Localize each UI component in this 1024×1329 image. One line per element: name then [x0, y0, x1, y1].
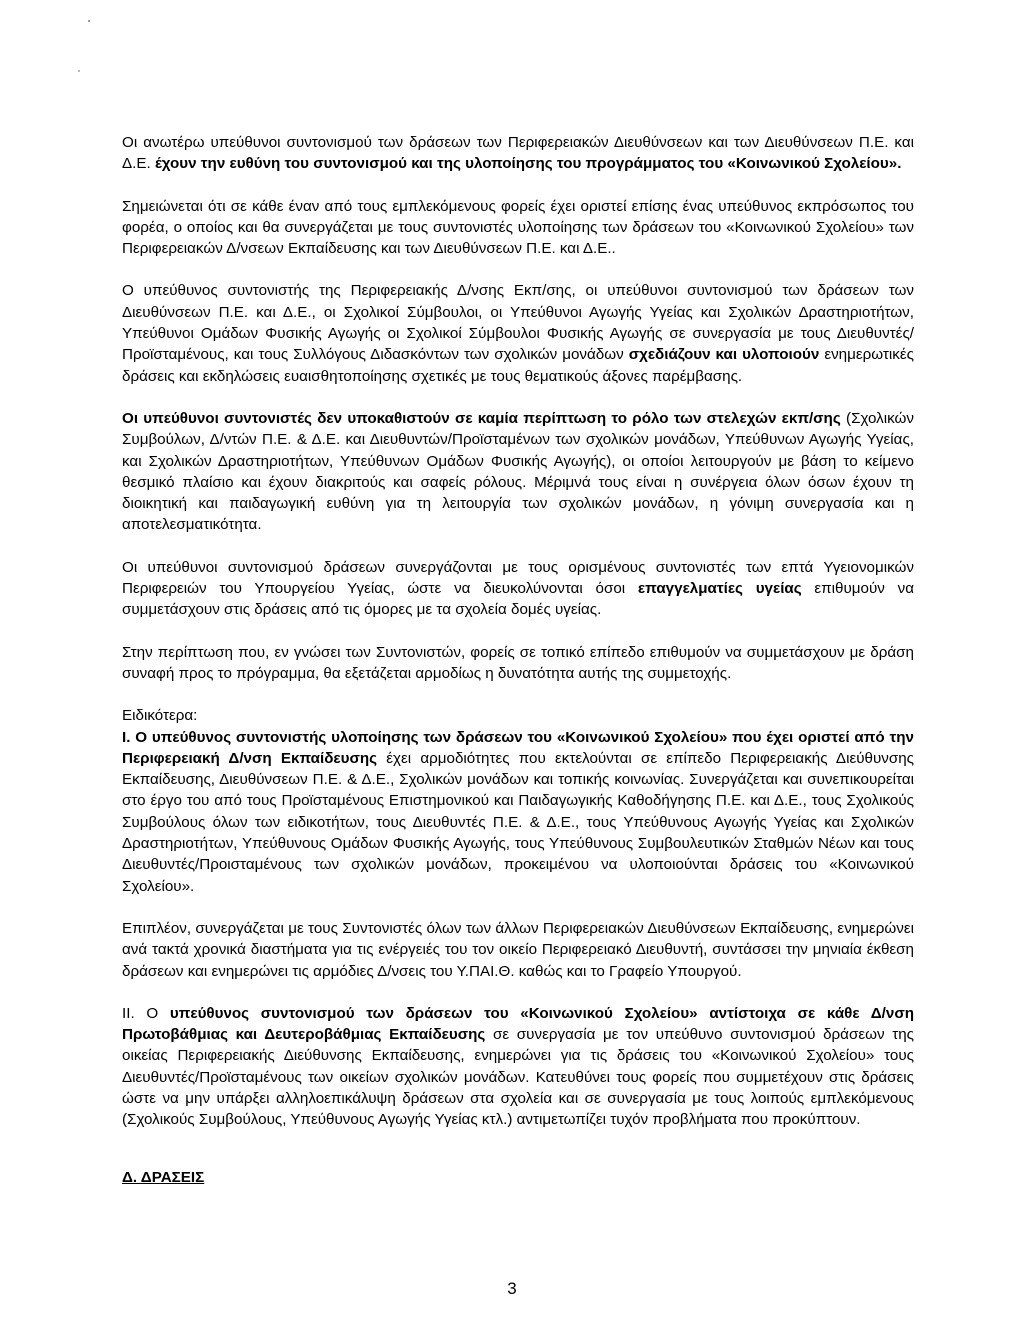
page-number: 3: [507, 1279, 517, 1298]
bold-text: σχεδιάζουν και υλοποιούν: [628, 346, 820, 364]
text: έχει αρμοδιότητες που εκτελούνται σε επίπεδο Περιφερειακής Διεύθυνσης Εκπαίδευσης, Διευθύνσεων Π.Ε. & Δ.Ε., Σχολικών μονάδων και τοπικής κοινωνίας. Συνεργάζεται και συνεπικουρείται στο έργο του από τους Προϊσταμένους Επιστημονικού και Παιδαγωγικής Καθοδήγησης Π.Ε. και Δ.Ε., τους Σχολικούς Συμβούλους όλων των ειδικοτήτων, τους Διευθυντές Π.Ε. & Δ.Ε., τους Υπεύθυνους Αγωγής Υγείας και Σχολικών Δραστηριοτήτων, Υπεύθυνους Ομάδων Φυσικής Αγωγής, τους Υπεύθυνους Συμβουλευτικών Σταθμών Νέων και τους Διευθυντές/Προισταμένους των σχολικών μονάδων, προκειμένου να υλοποιούνται δράσεις του «Κοινωνικού Σχολείου».: [122, 749, 915, 895]
text: Οι υπεύθυνοι συντονισμού δράσεων συνεργάζονται με τους ορισμένους συντονιστές των επτά Υγειονομικών Περιφερειών του Υπουργείου Υγείας, ώστε να διευκολύνονται όσοι: [122, 558, 914, 598]
scan-speck: [88, 20, 90, 22]
text: II. Ο: [122, 1004, 170, 1022]
text: (Σχολικών Συμβούλων, Δ/ντών Π.Ε. & Δ.Ε. και Διευθυντών/Προϊσταμένων των σχολικών μονάδων, Υπεύθυνων Αγωγής Υγείας, και Σχολικών Δραστηριοτήτων, Υπεύθυνων Ομάδων Φυσικής Αγωγής), οι οποίοι λειτουργούν με βάση το κείμενο θεσμικό πλαίσιο και έχουν διακριτούς και σαφείς ρόλους. Μέριμνά τους είναι η συνέργεια όλων όσων έχουν τη διοικητική και παιδαγωγική ευθύνη για τη λειτουργία των σχολικών μονάδων, η γόνιμη συνεργασία και η αποτελεσματικότητα.: [122, 409, 915, 534]
text: σε συνεργασία με τον υπεύθυνο συντονισμού δράσεων της οικείας Περιφερειακής Διεύθυνσης Εκπαίδευσης, ενημερώνει για τις δράσεις του «Κοινωνικού Σχολείου» τους Διευθυντές/Προϊσταμένους των οικείων σχολικών μονάδων. Κατευθύνει τους φορείς που συμμετέχουν στις δράσεις ώστε να μην υπάρξει αλληλοεπικάλυψη δράσεων στα σχολεία και σε συνεργασία με τους λοιπούς εμπλεκόμενους (Σχολικούς Συμβούλους, Υπεύθυνους Αγωγής Υγείας κτλ.) αντιμετωπίζει τυχόν προβλήματα που προκύπτουν.: [122, 1026, 914, 1129]
text: Οι ανωτέρω υπεύθυνοι συντονισμού των δράσεων των Περιφερειακών Διευθύνσεων και των Διευθύνσεων Π.Ε. και Δ.Ε.: [122, 134, 914, 173]
bold-text: Οι υπεύθυνοι συντονιστές δεν υποκαθιστούν σε καμία περίπτωση το ρόλο των στελεχών εκπ/σης: [122, 409, 841, 427]
text: Ο υπεύθυνος συντονιστής της Περιφερειακής Δ/νσης Εκπ/σης, οι υπεύθυνοι συντονισμού των δράσεων των Διευθύνσεων Π.Ε. και Δ.Ε., οι Σχολικοί Σύμβουλοι, οι Υπεύθυνοι Αγωγής Υγείας και Σχολικών Δραστηριοτήτων, Υπεύθυνοι Ομάδων Φυσικής Αγωγής οι Σχολικοί Σύμβουλοι Φυσικής Αγωγής σε συνεργασία με τους Διευθυντές/Προϊσταμένους, και τους Συλλόγους Διδασκόντων των σχολικών μονάδων: [122, 282, 914, 364]
paragraph-agency-representatives: Σημειώνεται ότι σε κάθε έναν από τους εμπλεκόμενους φορείς έχει οριστεί επίσης ένας υπεύθυνος εκπρόσωπος του φορέα, ο οποίος και θα συνεργάζεται με τους συντονιστές υλοποίησης των δράσεων του «Κοινωνικού Σχολείου» των Περιφερειακών Δ/νσεων Εκπαίδευσης και των Διευθύνσεων Π.Ε. και Δ.Ε..: [122, 197, 914, 258]
document-body: [122, 132, 914, 1209]
bold-text: I. Ο υπεύθυνος συντονιστής υλοποίησης των δράσεων του «Κοινωνικού Σχολείου» που έχει οριστεί από την Περιφερειακή Δ/νση Εκπαίδευσης: [122, 728, 914, 767]
text: επιθυμούν να συμμετάσχουν στις δράσεις από τις όμορες με τα σχολεία δομές υγείας.: [122, 580, 914, 619]
bold-text: έχουν την ευθύνη του συντονισμού και της υλοποίησης του προγράμματος του «Κοινωνικού Σχολείου».: [154, 155, 902, 173]
paragraph-item-ii: [122, 1003, 914, 1131]
bold-text: υπεύθυνος συντονισμού των δράσεων του «Κοινωνικού Σχολείου» αντίστοιχα σε κάθε Δ/νση Πρωτοβάθμιας και Δευτεροβάθμιας Εκπαίδευσης: [122, 1004, 914, 1044]
paragraph-additionally: Επιπλέον, συνεργάζεται με τους Συντονιστές όλων των άλλων Περιφερειακών Διευθύνσεων Εκπαίδευσης, ενημερώνει ανά τακτά χρονικά διαστήματα για τις ενέργειές του τον οικείο Περιφερειακό Διευθυντή, συντάσσει την μηνιαία έκθεση δράσεων και ενημερώνει τις αρμόδιες Δ/νσεις του Υ.ΠΑΙ.Θ. καθώς και το Γραφείο Υπουργού.: [122, 919, 914, 980]
label-specifically: Ειδικότερα:: [122, 707, 198, 725]
paragraph-local-agencies: Στην περίπτωση που, εν γνώσει των Συντονιστών, φορείς σε τοπικό επίπεδο επιθυμούν να συμμετάσχουν με δράση συναφή προς το πρόγραμμα, θα εξετάζεται αρμοδίως η δυνατότητα αυτής της συμμετοχής.: [122, 643, 914, 682]
section-heading: Δ. ΔΡΑΣΕΙΣ: [122, 1168, 205, 1186]
paragraph-item-i: [122, 727, 914, 897]
paragraph-regional-coordinator: [122, 280, 914, 386]
paragraph-roles-not-replaced: [122, 408, 914, 536]
paragraph-coordinators-responsibility: [122, 132, 914, 175]
paragraph-health-regions: [122, 557, 914, 621]
bold-text: επαγγελματίες υγείας: [637, 580, 802, 598]
scan-speck: [78, 70, 80, 72]
text: ενημερωτικές δράσεις και εκδηλώσεις ευαισθητοποίησης σχετικές με τους θεματικούς άξονες παρέμβασης.: [122, 346, 914, 385]
